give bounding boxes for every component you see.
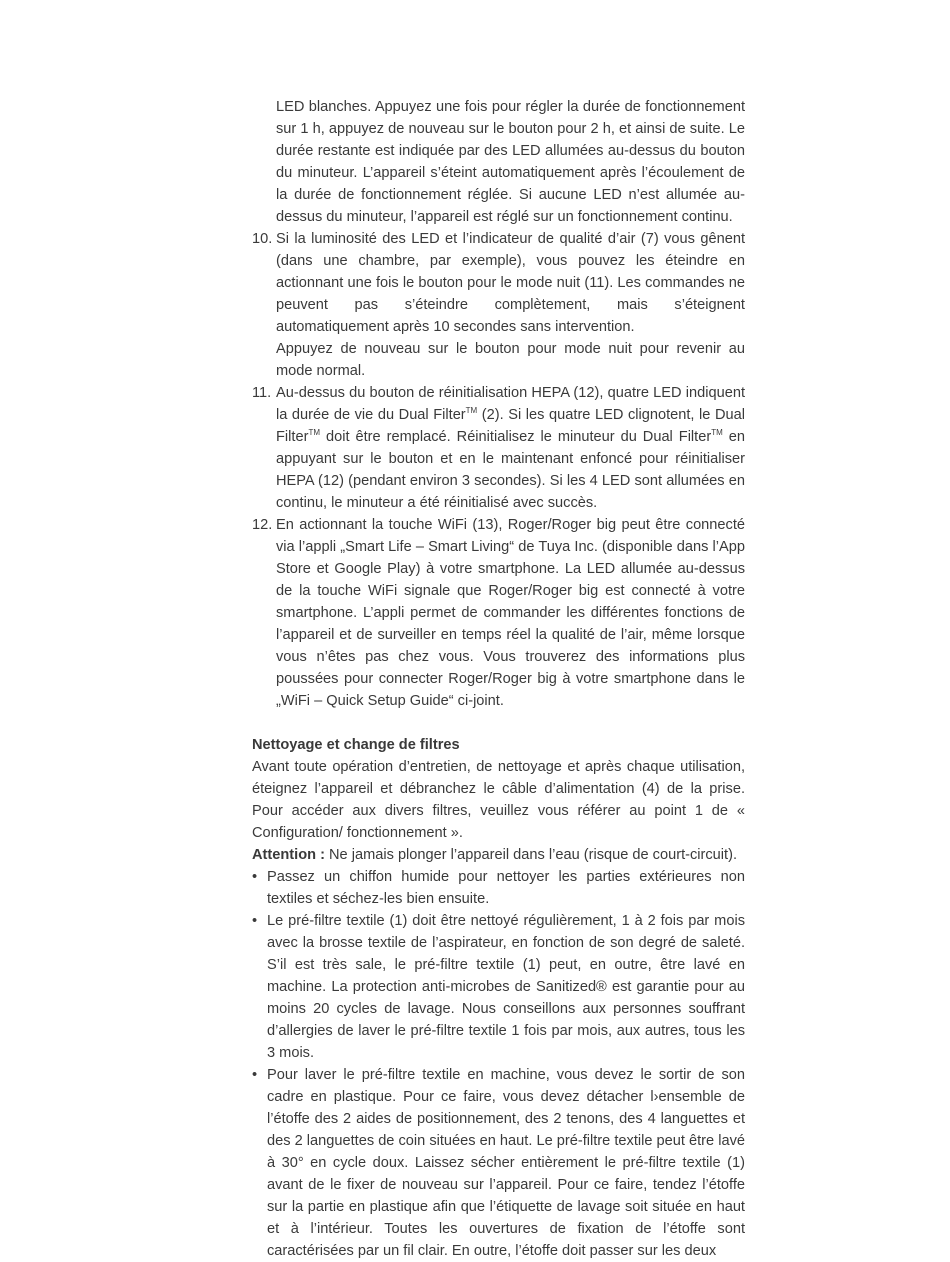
bullet-text: Pour laver le pré-filtre textile en machine, vous devez le sortir de son cadre en plastique. Pour ce faire, vous devez détacher l›ensemble de l’étoffe des 2 aides de positionnement, des 2 tenons, des 4 languettes et des 2 languettes de coin situées en haut. Le pré-filtre textile peut être lavé à 30° en cycle doux. Laissez sécher entièrement le pré-filtre textile (1) avant de le fixer de nouveau sur l’appareil. Pour ce faire, tendez l’étoffe sur la partie en plastique afin que l’étiquette de lavage soit située en haut et à l’intérieur. Toutes les ouvertures de fixation de l’étoffe sont caractérisées par un fil clair. En outre, l’étoffe doit passer sur les deux bbox=[267, 1067, 745, 1259]
list-item-10 bbox=[252, 228, 745, 382]
item-number: 11. bbox=[252, 385, 272, 401]
bullet-icon: • bbox=[252, 869, 258, 885]
item-text: Si la luminosité des LED et l’indicateur de qualité d’air (7) vous gênent (dans une chambre, par exemple), vous pouvez les éteindre en actionnant une fois le bouton pour le mode nuit (11). Les commandes ne peuvent pas s’éteindre complètement, mais s’éteignent automatiquement après 10 secondes sans intervention. bbox=[276, 231, 745, 335]
intro-continuation: LED blanches. Appuyez une fois pour régler la durée de fonctionnement sur 1 h, appuyez de nouveau sur le bouton pour 2 h, et ainsi de suite. Le durée restante est indiquée par des LED allumées au-dessus du bouton du minuteur. L’appareil s’éteint automatiquement après l’écoulement de la durée de fonctionnement réglée. Si aucune LED n’est allumée au-dessus du minuteur, l’appareil est réglé sur un fonctionnement continu. bbox=[276, 99, 745, 225]
list-item-12 bbox=[252, 514, 745, 712]
attention-text: Ne jamais plonger l’appareil dans l’eau (risque de court-circuit). bbox=[324, 847, 738, 863]
attention-note bbox=[252, 844, 745, 866]
section-heading: Nettoyage et change de filtres bbox=[252, 737, 460, 753]
bullet-item bbox=[252, 1064, 745, 1262]
item-number: 10. bbox=[252, 231, 273, 247]
item-number: 12. bbox=[252, 517, 273, 533]
bullet-item bbox=[252, 866, 745, 910]
bullet-text: Le pré-filtre textile (1) doit être nettoyé régulièrement, 1 à 2 fois par mois avec la brosse textile de l’aspirateur, en fonction de son degré de saleté. S’il est très sale, le pré-filtre textile (1) peut, en outre, être lavé en machine. La protection anti-microbes de Sanitized® est garantie pour au moins 20 cycles de lavage. Nous conseillons aux personnes souffrant d’allergies de laver le pré-filtre textile 1 fois par mois, aux autres, tous les 3 mois. bbox=[267, 913, 745, 1061]
attention-label: Attention : bbox=[252, 847, 325, 863]
bullet-icon: • bbox=[252, 1067, 258, 1083]
section-intro: Avant toute opération d’entretien, de nettoyage et après chaque utilisation, éteignez l’appareil et débranchez le câble d’alimentation (4) de la prise. Pour accéder aux divers filtres, veuillez vous référer au point 1 de « Configuration/ fonctionnement ». bbox=[252, 759, 745, 841]
item-text: Au-dessus du bouton de réinitialisation HEPA (12), quatre LED indiquent la durée de vie du Dual Filter™ (2). Si les quatre LED clignotent, le Dual Filter™ doit être remplacé. Réinitialisez le minuteur du Dual Filter™ en appuyant sur le bouton et en le maintenant enfoncé pour réinitialiser HEPA (12) (pendant environ 3 secondes). Si les 4 LED sont allumées en continu, le minuteur a été réinitialisé avec succès. bbox=[276, 385, 745, 511]
bullet-text: Passez un chiffon humide pour nettoyer les parties extérieures non textiles et séchez-les bien ensuite. bbox=[267, 869, 745, 907]
bullet-icon: • bbox=[252, 913, 258, 929]
item-text: En actionnant la touche WiFi (13), Roger/Roger big peut être connecté via l’appli „Smart Life – Smart Living“ de Tuya Inc. (disponible dans l’App Store et Google Play) à votre smartphone. La LED allumée au-dessus de la touche WiFi signale que Roger/Roger big est connecté à votre smartphone. L’appli permet de commander les différentes fonctions de l’appareil et de surveiller en temps réel la qualité de l’air, même lorsque vous n’êtes pas chez vous. Vous trouverez des informations plus poussées pour connecter Roger/Roger big à votre smartphone dans le „WiFi – Quick Setup Guide“ ci-joint. bbox=[276, 517, 745, 709]
list-item-11 bbox=[252, 382, 745, 514]
bullet-item bbox=[252, 910, 745, 1064]
page-content bbox=[252, 96, 745, 1262]
item-extra: Appuyez de nouveau sur le bouton pour mode nuit pour revenir au mode normal. bbox=[276, 341, 745, 379]
